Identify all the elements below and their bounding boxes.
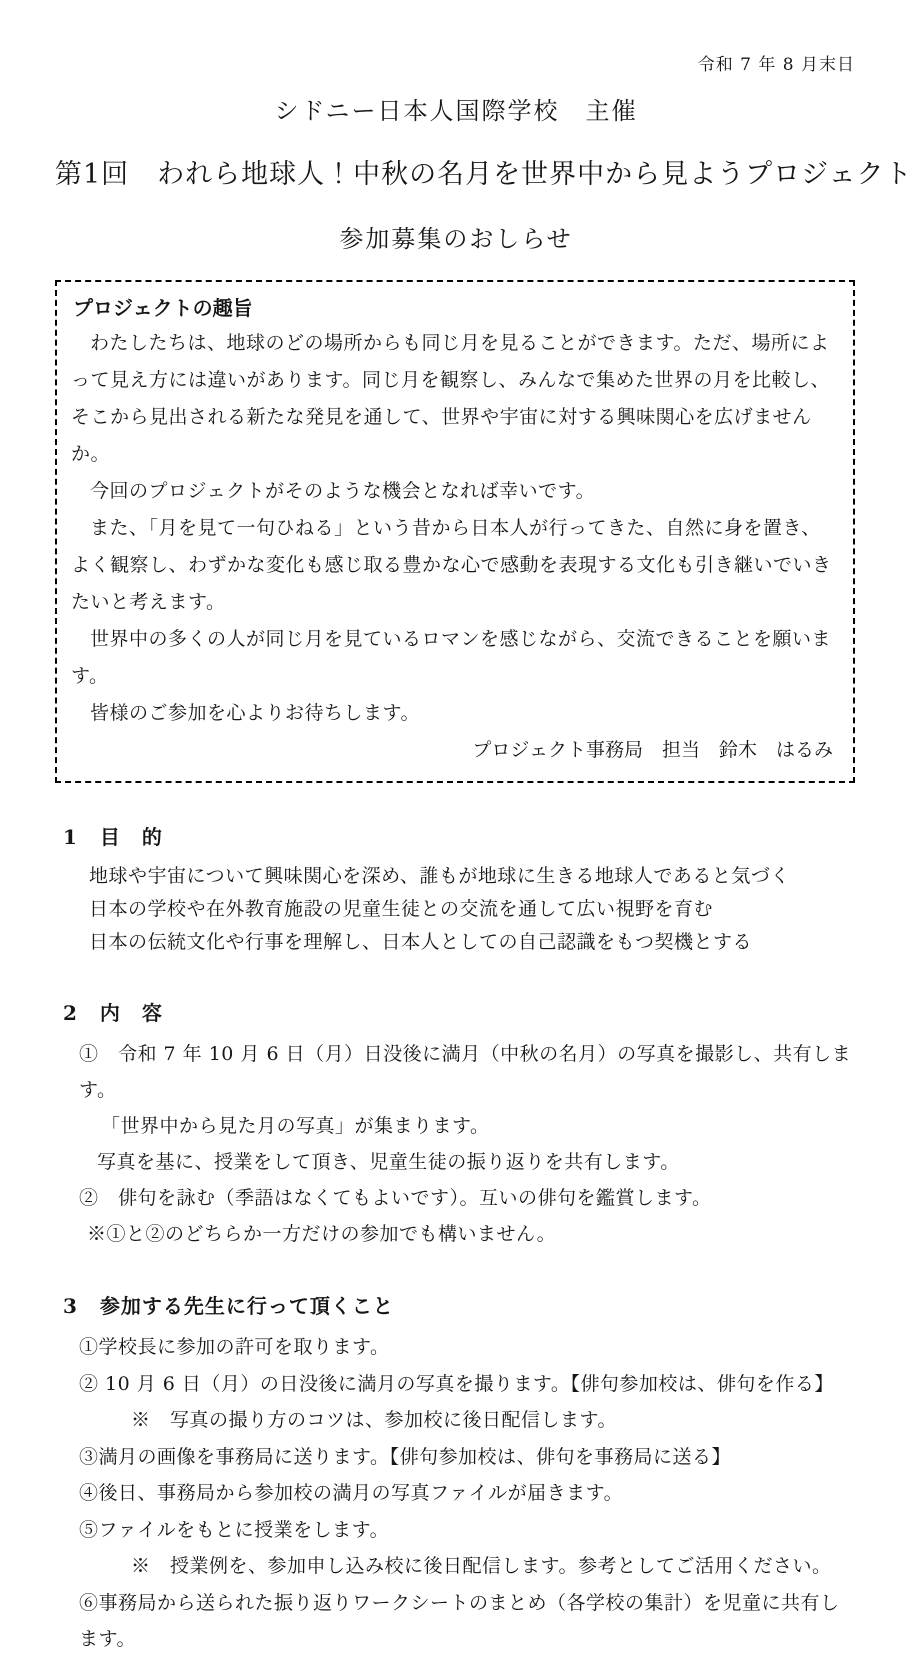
task-item: ③満月の画像を事務局に送ります。【俳句参加校は、俳句を事務局に送る】 bbox=[79, 1445, 731, 1468]
task-item: ④後日、事務局から参加校の満月の写真ファイルが届きます。 bbox=[79, 1482, 624, 1504]
section-title: 目 的 bbox=[99, 825, 163, 849]
organizer-title: シドニー日本人国際学校 主催 bbox=[274, 97, 638, 125]
purpose-paragraph: わたしたちは、地球のどの場所からも同じ月を見ることができます。ただ、場所によって見え方には違いがあります。同じ月を観察し、みんなで集めた世界の月を比較し、そこから見出される新たな発見を通して、世界や宇宙に対する興味関心を広げませんか。 bbox=[71, 332, 830, 465]
section-number: 3 bbox=[63, 1294, 78, 1318]
section-heading bbox=[63, 1290, 857, 1319]
section-teacher-tasks bbox=[55, 1290, 857, 1658]
purpose-paragraph: また、「月を見て一句ひねる」という昔から日本人が行ってきた、自然に身を置き、よく観察し、わずかな変化も感じ取る豊かな心で感動を表現する文化も引き継いでいきたいと考えます。 bbox=[71, 517, 832, 613]
content-note: ※①と②のどちらか一方だけの参加でも構いません。 bbox=[87, 1223, 557, 1245]
purpose-paragraph: 今回のプロジェクトがそのような機会となれば幸いです。 bbox=[90, 480, 596, 502]
recruitment-subtitle: 参加募集のおしらせ bbox=[339, 225, 573, 253]
document-date: 令和 7 年 8 月末日 bbox=[697, 55, 855, 75]
task-item: ⑤ファイルをもとに授業をします。 bbox=[79, 1518, 390, 1541]
content-item: 「世界中から見た月の写真」が集まります。 bbox=[101, 1115, 490, 1137]
project-title: 第1回 われら地球人！中秋の名月を世界中から見ようプロジェクト bbox=[55, 159, 913, 190]
section-title: 参加する先生に行って頂くこと bbox=[99, 1294, 394, 1318]
section-heading bbox=[63, 821, 857, 850]
section-heading bbox=[63, 997, 857, 1026]
content-item: ② 俳句を詠む（季語はなくてもよいです）。互いの俳句を鑑賞します。 bbox=[79, 1187, 712, 1209]
purpose-item: 日本の伝統文化や行事を理解し、日本人としての自己認識をもつ契機とする bbox=[89, 931, 753, 953]
purpose-item: 日本の学校や在外教育施設の児童生徒との交流を通して広い視野を育む bbox=[89, 898, 714, 920]
section-number: 2 bbox=[63, 1001, 78, 1025]
secretariat-signature: プロジェクト事務局 担当 鈴木 はるみ bbox=[472, 739, 833, 761]
section-content bbox=[55, 997, 857, 1252]
task-item: ② 10 月 6 日（月）の日没後に満月の写真を撮ります。【俳句参加校は、俳句を作る】 bbox=[79, 1372, 834, 1395]
content-item: ① 令和 7 年 10 月 6 日（月）日没後に満月（中秋の名月）の写真を撮影し、共有します。 bbox=[79, 1043, 852, 1101]
purpose-paragraph: 皆様のご参加を心よりお待ちします。 bbox=[90, 702, 420, 724]
task-item: ⑥事務局から送られた振り返りワークシートのまとめ（各学校の集計）を児童に共有します。 bbox=[79, 1591, 840, 1650]
section-purpose bbox=[55, 821, 857, 959]
purpose-item: 地球や宇宙について興味関心を深め、誰もが地球に生きる地球人であると気づく bbox=[89, 865, 790, 887]
task-note: ※ 写真の撮り方のコツは、参加校に後日配信します。 bbox=[131, 1409, 617, 1431]
purpose-box bbox=[55, 280, 855, 783]
section-number: 1 bbox=[63, 825, 78, 849]
task-item: ①学校長に参加の許可を取ります。 bbox=[79, 1336, 390, 1358]
content-item: 写真を基に、授業をして頂き、児童生徒の振り返りを共有します。 bbox=[97, 1151, 680, 1173]
section-title: 内 容 bbox=[99, 1001, 163, 1025]
purpose-paragraph: 世界中の多くの人が同じ月を見ているロマンを感じながら、交流できることを願います。 bbox=[71, 628, 832, 687]
purpose-heading: プロジェクトの趣旨 bbox=[73, 296, 253, 320]
task-note: ※ 授業例を、参加申し込み校に後日配信します。参考としてご活用ください。 bbox=[131, 1555, 832, 1577]
